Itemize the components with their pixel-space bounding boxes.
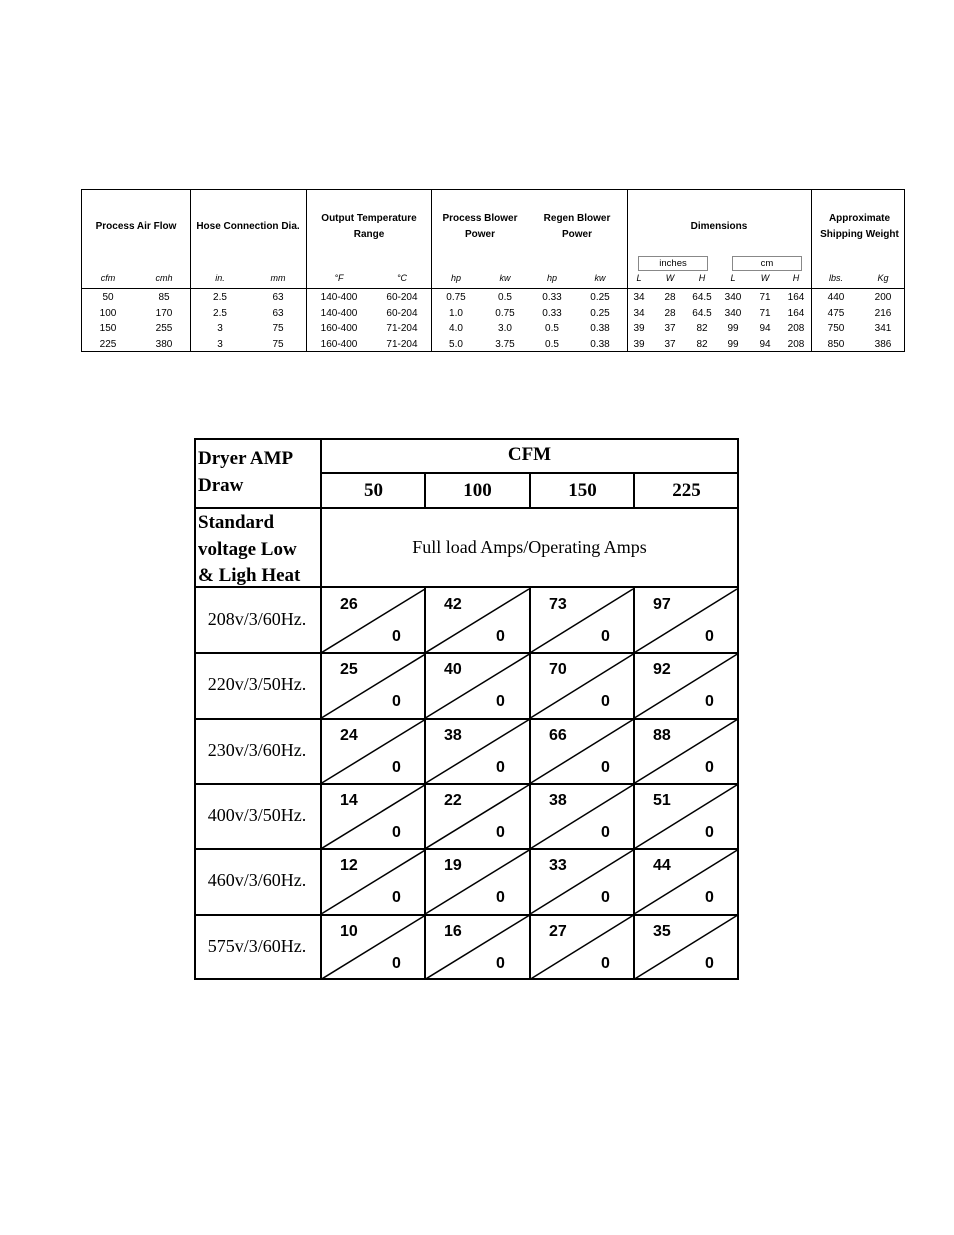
table-cell: 50 — [102, 292, 114, 303]
full-load-amps: 35 — [653, 922, 671, 940]
table-cell: 34 — [633, 308, 645, 319]
table-cell: 28 — [664, 308, 676, 319]
cell-diagonal — [426, 785, 529, 848]
cfm-value: 225 — [672, 480, 701, 501]
column-divider — [529, 719, 531, 784]
table-cell: 850 — [827, 339, 845, 350]
operating-amps: 0 — [705, 628, 714, 645]
operating-amps: 0 — [705, 889, 714, 907]
header-shipping-weight: Approximate Shipping Weight — [820, 213, 899, 240]
column-divider — [529, 915, 531, 980]
column-divider — [529, 653, 531, 718]
cfm-value: 50 — [364, 480, 383, 501]
operating-amps: 0 — [392, 628, 401, 645]
voltage-label: 220v/3/50Hz. — [207, 674, 307, 695]
table-cell: 750 — [827, 323, 845, 334]
row-divider — [194, 718, 739, 720]
table-cell: 5.0 — [449, 339, 463, 350]
full-load-amps: 26 — [340, 596, 358, 613]
cell-diagonal — [635, 589, 737, 652]
column-divider — [424, 719, 426, 784]
dryer-amp-draw-table — [194, 438, 739, 980]
table-cell: 63 — [272, 292, 284, 303]
column-divider — [424, 588, 426, 653]
full-load-amps: 42 — [444, 596, 462, 613]
full-load-amps: 73 — [549, 596, 567, 613]
operating-amps: 0 — [392, 954, 401, 972]
operating-amps: 0 — [705, 758, 714, 776]
row-divider — [194, 848, 739, 850]
table-cell: 3 — [217, 339, 223, 350]
column-divider — [424, 784, 426, 849]
cell-diagonal — [426, 589, 529, 652]
table-cell: 3 — [217, 323, 223, 334]
table-cell: 200 — [874, 292, 892, 303]
full-load-amps: 27 — [549, 922, 567, 940]
operating-amps: 0 — [601, 693, 610, 711]
unit-label: W — [665, 273, 675, 283]
table-cell: 64.5 — [692, 292, 712, 303]
table-cell: 71 — [759, 308, 771, 319]
cell-diagonal — [426, 654, 529, 717]
operating-amps: 0 — [496, 628, 505, 645]
cell-diagonal — [322, 720, 425, 783]
cell-diagonal — [635, 654, 737, 717]
operating-amps: 0 — [601, 954, 610, 972]
row-divider — [194, 652, 739, 654]
full-load-amps: 44 — [653, 857, 671, 875]
full-load-amps: 88 — [653, 726, 671, 744]
dimensions-inches-label: inches — [638, 256, 708, 271]
full-load-amps: 92 — [653, 661, 671, 679]
table-cell: 164 — [787, 292, 805, 303]
operating-amps: 0 — [601, 823, 610, 841]
operating-amps: 0 — [601, 628, 610, 645]
table-cell: 2.5 — [213, 292, 227, 303]
table-cell: 255 — [155, 323, 173, 334]
table-cell: 150 — [99, 323, 117, 334]
voltage-label: 575v/3/60Hz. — [207, 935, 307, 956]
table-cell: 380 — [155, 339, 173, 350]
unit-label: kw — [594, 273, 606, 283]
cell-diagonal — [531, 916, 633, 979]
unit-label: cfm — [100, 273, 116, 283]
full-load-amps: 14 — [340, 791, 358, 809]
cell-diagonal — [635, 916, 737, 979]
table-cell: 64.5 — [692, 308, 712, 319]
table-cell: 0.75 — [446, 292, 466, 303]
title-line: Dryer AMP — [198, 448, 294, 469]
full-load-amps: 66 — [549, 726, 567, 744]
table-cell: 0.33 — [542, 292, 562, 303]
dimensions-cm-label: cm — [732, 256, 802, 271]
table-cell: 0.5 — [498, 292, 512, 303]
table-cell: 71-204 — [386, 323, 418, 334]
column-divider — [529, 784, 531, 849]
table-cell: 440 — [827, 292, 845, 303]
table-cell: 60-204 — [386, 308, 418, 319]
cell-diagonal — [426, 720, 529, 783]
table-cell: 0.38 — [590, 339, 610, 350]
operating-amps: 0 — [705, 954, 714, 972]
full-load-amps: 38 — [549, 791, 567, 809]
label-line: voltage Low — [198, 538, 297, 560]
row-divider — [194, 783, 739, 785]
header-output-temperature: Output Temperature Range — [321, 213, 417, 240]
table-cell: 386 — [874, 339, 892, 350]
cfm-value: 150 — [568, 480, 597, 501]
cfm-header: CFM — [507, 444, 552, 465]
full-load-label: Full load Amps/Operating Amps — [412, 537, 647, 557]
table-cell: 208 — [787, 339, 805, 350]
column-divider — [633, 653, 635, 718]
full-load-amps: 24 — [340, 726, 358, 744]
column-divider — [633, 719, 635, 784]
table-cell: 208 — [787, 323, 805, 334]
unit-label: W — [760, 273, 770, 283]
full-load-amps: 10 — [340, 922, 358, 940]
cell-diagonal — [531, 654, 633, 717]
table-cell: 94 — [759, 323, 771, 334]
cell-diagonal — [322, 785, 425, 848]
table-cell: 340 — [724, 292, 742, 303]
cell-diagonal — [426, 916, 529, 979]
cell-diagonal — [531, 850, 633, 913]
operating-amps: 0 — [496, 954, 505, 972]
table-cell: 39 — [633, 339, 645, 350]
table-cell: 3.75 — [495, 339, 515, 350]
operating-amps: 0 — [392, 758, 401, 776]
full-load-amps: 16 — [444, 922, 462, 940]
table-cell: 0.5 — [545, 339, 559, 350]
voltage-label: 230v/3/60Hz. — [207, 739, 307, 760]
unit-label: °F — [334, 273, 344, 283]
row-divider — [194, 914, 739, 916]
unit-label: H — [792, 273, 800, 283]
full-load-amps: 40 — [444, 661, 462, 679]
column-divider — [633, 588, 635, 653]
table-cell: 0.75 — [495, 308, 515, 319]
table-cell: 170 — [155, 308, 173, 319]
table-cell: 99 — [727, 339, 739, 350]
column-divider — [633, 915, 635, 980]
operating-amps: 0 — [496, 693, 505, 711]
voltage-label: 400v/3/50Hz. — [207, 804, 307, 825]
table-cell: 164 — [787, 308, 805, 319]
table-cell: 71-204 — [386, 339, 418, 350]
table-cell: 100 — [99, 308, 117, 319]
column-divider — [424, 915, 426, 980]
full-load-amps: 97 — [653, 596, 671, 613]
full-load-amps: 22 — [444, 791, 462, 809]
unit-label: kw — [499, 273, 511, 283]
table-cell: 3.0 — [498, 323, 512, 334]
label-line: Standard — [198, 512, 275, 533]
cell-diagonal — [531, 589, 633, 652]
column-divider — [633, 849, 635, 914]
unit-label: cmh — [155, 273, 173, 283]
operating-amps: 0 — [705, 823, 714, 841]
cell-diagonal — [322, 916, 425, 979]
table-cell: 225 — [99, 339, 117, 350]
table-cell: 160-400 — [320, 339, 358, 350]
column-divider — [424, 653, 426, 718]
cell-diagonal — [322, 589, 425, 652]
table-cell: 160-400 — [320, 323, 358, 334]
table-cell: 60-204 — [386, 292, 418, 303]
column-divider — [431, 190, 432, 351]
unit-label: H — [698, 273, 706, 283]
table-cell: 99 — [727, 323, 739, 334]
full-load-amps: 51 — [653, 791, 671, 809]
table-cell: 0.5 — [545, 323, 559, 334]
table-cell: 140-400 — [320, 308, 358, 319]
table-cell: 75 — [272, 339, 284, 350]
operating-amps: 0 — [496, 758, 505, 776]
table-cell: 82 — [696, 323, 708, 334]
table-cell: 34 — [633, 292, 645, 303]
column-divider — [529, 849, 531, 914]
unit-label: Kg — [877, 273, 889, 283]
specifications-table — [81, 189, 905, 352]
cell-diagonal — [635, 785, 737, 848]
table-cell: 94 — [759, 339, 771, 350]
table-cell: 4.0 — [449, 323, 463, 334]
header-divider — [82, 288, 904, 289]
operating-amps: 0 — [496, 823, 505, 841]
unit-label: L — [636, 273, 642, 283]
table-cell: 71 — [759, 292, 771, 303]
header-process-blower: Process Blower Power — [442, 213, 518, 240]
unit-label: °C — [396, 273, 408, 283]
operating-amps: 0 — [601, 758, 610, 776]
cell-diagonal — [531, 720, 633, 783]
table-cell: 75 — [272, 323, 284, 334]
header-regen-blower: Regen Blower Power — [543, 213, 611, 240]
label-line: & Ligh Heat — [198, 565, 301, 586]
table-cell: 0.25 — [590, 308, 610, 319]
unit-label: hp — [546, 273, 557, 283]
operating-amps: 0 — [705, 693, 714, 711]
operating-amps: 0 — [392, 889, 401, 907]
unit-label: hp — [450, 273, 461, 283]
table-cell: 85 — [158, 292, 170, 303]
unit-label: mm — [270, 273, 286, 283]
table-cell: 341 — [874, 323, 892, 334]
cell-diagonal — [531, 785, 633, 848]
table-cell: 475 — [827, 308, 845, 319]
unit-label: lbs. — [828, 273, 843, 283]
table-cell: 1.0 — [449, 308, 463, 319]
unit-label: L — [730, 273, 736, 283]
operating-amps: 0 — [392, 693, 401, 711]
unit-label: in. — [215, 273, 225, 283]
table-cell: 340 — [724, 308, 742, 319]
full-load-amps: 33 — [549, 857, 567, 875]
column-divider — [424, 849, 426, 914]
table-cell: 216 — [874, 308, 892, 319]
full-load-amps: 12 — [340, 857, 358, 875]
cell-diagonal — [635, 850, 737, 913]
column-divider — [633, 784, 635, 849]
table-cell: 0.33 — [542, 308, 562, 319]
table-cell: 0.25 — [590, 292, 610, 303]
operating-amps: 0 — [392, 823, 401, 841]
table-cell: 82 — [696, 339, 708, 350]
cell-diagonal — [322, 654, 425, 717]
table-cell: 28 — [664, 292, 676, 303]
table-cell: 63 — [272, 308, 284, 319]
header-hose-connection: Hose Connection Dia. — [196, 221, 300, 232]
cell-diagonal — [322, 850, 425, 913]
column-divider — [529, 588, 531, 653]
title-line: Draw — [198, 474, 244, 496]
table-cell: 39 — [633, 323, 645, 334]
column-divider — [306, 190, 307, 351]
cfm-value: 100 — [463, 480, 492, 501]
full-load-amps: 70 — [549, 661, 567, 679]
table-cell: 0.38 — [590, 323, 610, 334]
table-cell: 2.5 — [213, 308, 227, 319]
voltage-label: 208v/3/60Hz. — [207, 609, 307, 629]
table-cell: 140-400 — [320, 292, 358, 303]
header-dimensions: Dimensions — [690, 221, 748, 232]
table-cell: 37 — [664, 339, 676, 350]
diagonal-lines — [194, 438, 739, 980]
operating-amps: 0 — [496, 889, 505, 907]
voltage-label: 460v/3/60Hz. — [207, 870, 307, 891]
operating-amps: 0 — [601, 889, 610, 907]
full-load-amps: 19 — [444, 857, 462, 875]
table-cell: 37 — [664, 323, 676, 334]
full-load-amps: 38 — [444, 726, 462, 744]
cell-diagonal — [635, 720, 737, 783]
cell-diagonal — [426, 850, 529, 913]
header-process-air-flow: Process Air Flow — [95, 221, 177, 232]
full-load-amps: 25 — [340, 661, 358, 679]
